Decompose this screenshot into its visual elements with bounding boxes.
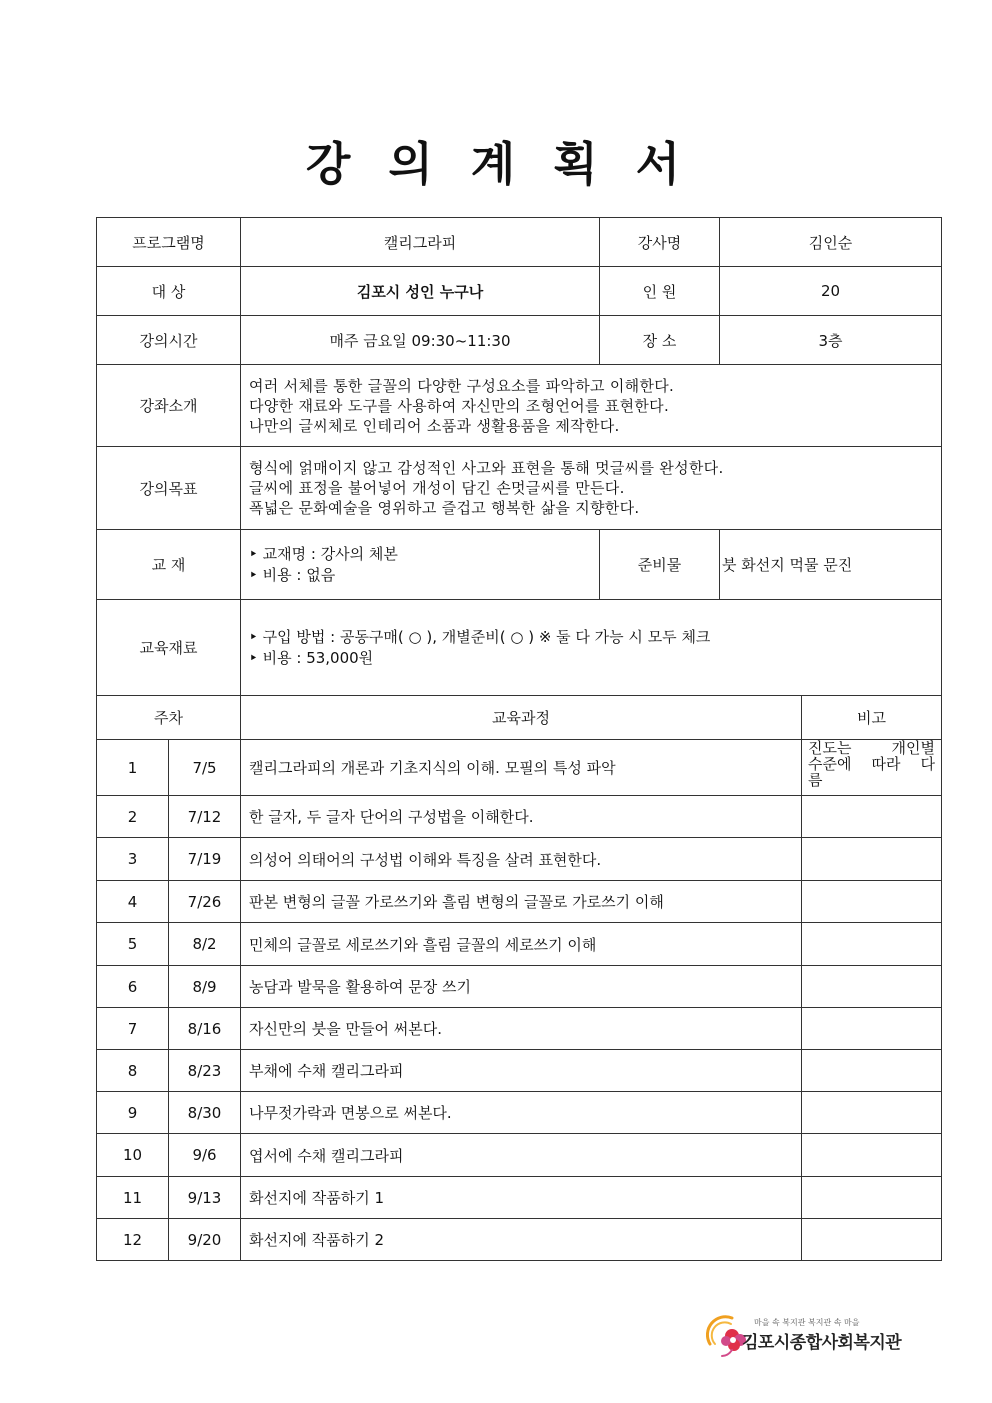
logo-tagline: 마을 속 복지관 복지관 속 마을 [754,1318,860,1327]
supplies-value: 붓 화선지 먹물 문진 [720,530,942,600]
table-row: 3 7/19 의성어 의태어의 구성법 이해와 특징을 살려 표현한다. [97,838,942,881]
instructor-label: 강사명 [600,218,720,267]
table-row: 9 8/30 나무젓가락과 면봉으로 써본다. [97,1092,942,1134]
program-label: 프로그램명 [97,218,241,267]
table-row: 7 8/16 자신만의 붓을 만들어 써본다. [97,1008,942,1050]
target-value: 김포시 성인 누구나 [241,267,600,316]
supplies-label: 준비물 [600,530,720,600]
table-row: 11 9/13 화선지에 작품하기 1 [97,1177,942,1219]
instructor-value: 김인순 [720,218,942,267]
material-label: 교육재료 [97,600,241,696]
table-row: 12 9/20 화선지에 작품하기 2 [97,1219,942,1261]
intro-label: 강좌소개 [97,365,241,447]
time-value: 매주 금요일 09:30~11:30 [241,316,600,365]
course-header: 교육과정 [241,696,802,740]
table-row: 1 7/5 캘리그라피의 개론과 기초지식의 이해. 모필의 특성 파악 진도는 개인별 수준에 따라 다 름 [97,740,942,796]
intro-content: 여러 서체를 통한 글꼴의 다양한 구성요소를 파악하고 이해한다. 다양한 재료와 도구를 사용하여 자신만의 조형언어를 표현한다. 나만의 글씨체로 인테리어 소품과 생활용품을 제작한다. [241,365,942,447]
target-label: 대 상 [97,267,241,316]
table-row: 6 8/9 농담과 발묵을 활용하여 문장 쓰기 [97,966,942,1008]
welfare-center-logo [706,1310,906,1360]
textbook-content: ‣ 교재명 : 강사의 체본 ‣ 비용 : 없음 [241,530,600,600]
note-header: 비고 [802,696,942,740]
goal-label: 강의목표 [97,447,241,530]
table-row: 5 8/2 민체의 글꼴로 세로쓰기와 흘림 글꼴의 세로쓰기 이해 [97,923,942,966]
table-row: 4 7/26 판본 변형의 글꼴 가로쓰기와 흘림 변형의 글꼴로 가로쓰기 이해 [97,881,942,923]
table-row: 2 7/12 한 글자, 두 글자 단어의 구성법을 이해한다. [97,796,942,838]
program-value: 캘리그라피 [241,218,600,267]
lecture-plan-table [96,217,942,1261]
people-label: 인 원 [600,267,720,316]
goal-content: 형식에 얽매이지 않고 감성적인 사고와 표현을 통해 멋글씨를 완성한다. 글씨에 표정을 불어넣어 개성이 담긴 손멋글씨를 만든다. 폭넓은 문화예술을 영위하고 즐겁고 행복한 삶을 지향한다. [241,447,942,530]
place-label: 장 소 [600,316,720,365]
people-value: 20 [720,267,942,316]
material-content: ‣ 구입 방법 : 공동구매( ○ ), 개별준비( ○ ) ※ 둘 다 가능 시 모두 체크 ‣ 비용 : 53,000원 [241,600,942,696]
note-cell: 진도는 개인별 수준에 따라 다 름 [802,740,942,796]
table-row: 8 8/23 부채에 수채 캘리그라피 [97,1050,942,1092]
time-label: 강의시간 [97,316,241,365]
page-title: 강 의 계 획 서 [305,137,687,191]
week-header: 주차 [97,696,241,740]
place-value: 3층 [720,316,942,365]
table-row: 10 9/6 엽서에 수채 캘리그라피 [97,1134,942,1177]
logo-name: 김포시종합사회복지관 [742,1333,902,1353]
textbook-label: 교 재 [97,530,241,600]
